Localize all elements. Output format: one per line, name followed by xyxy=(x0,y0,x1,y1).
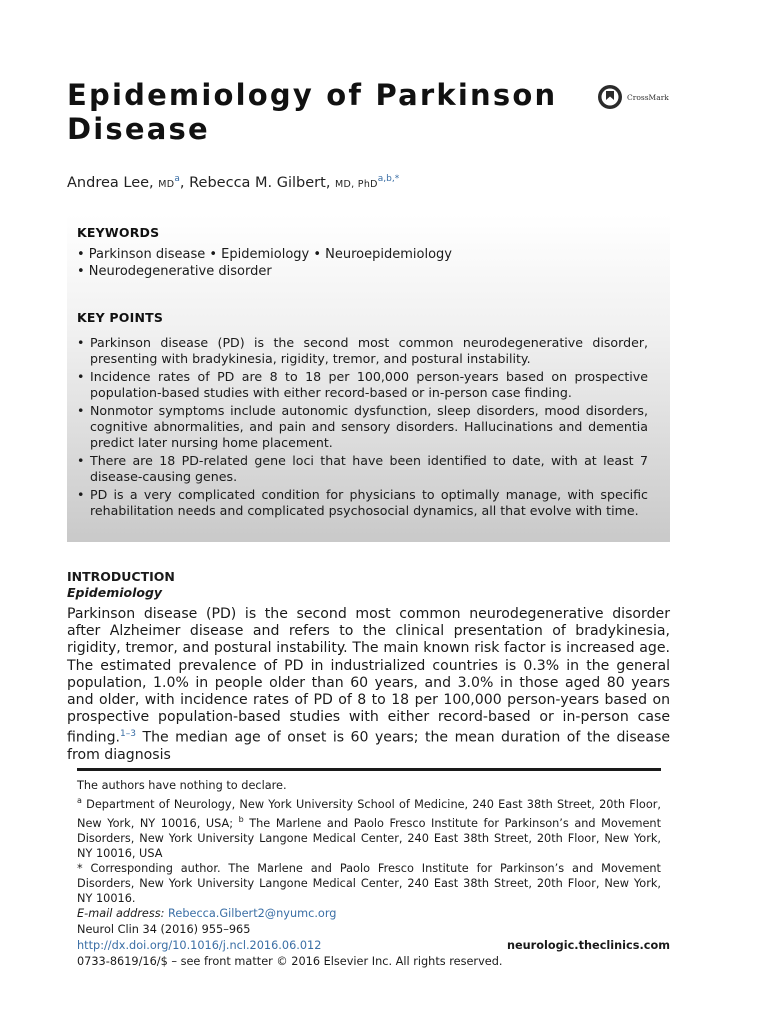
crossmark-badge[interactable] xyxy=(597,84,669,110)
author-degree: MD, PhD xyxy=(335,178,378,190)
keywords-keypoints-box xyxy=(67,214,670,542)
crossmark-icon xyxy=(597,84,623,110)
journal-info xyxy=(77,922,670,970)
key-points-heading: KEY POINTS xyxy=(77,310,164,325)
key-point-item: • PD is a very complicated condition for physicians to optimally manage, with specific rehabilitation needs and complicated psychosocial dynamics, all that evolve with time. xyxy=(77,487,648,518)
affiliations-note xyxy=(77,793,661,861)
key-point-item: • Incidence rates of PD are 8 to 18 per 100,000 person-years based on prospective population-based studies with either record-based or in-person case finding. xyxy=(77,369,648,400)
author-degree: MD xyxy=(158,178,175,190)
affiliation-mark[interactable]: a xyxy=(174,174,180,184)
body-paragraph xyxy=(67,606,670,764)
journal-citation: Neurol Clin 34 (2016) 955–965 xyxy=(77,923,251,936)
keywords-heading: KEYWORDS xyxy=(77,225,160,240)
crossmark-label: CrossMark xyxy=(627,92,669,102)
article-title: Epidemiology of Parkinson Disease xyxy=(67,78,558,146)
affiliation-text: The Marlene and Paolo Fresco Institute for Parkinson’s and Movement Disorders, New York University Langone Medical Center, 240 East 38th Street, 20th Floor, New York, NY 10016, USA xyxy=(77,816,661,860)
key-point-item: • There are 18 PD-related gene loci that have been identified to date, with at least 7 disease-causing genes. xyxy=(77,453,648,484)
author-name: , Rebecca M. Gilbert, xyxy=(179,174,336,191)
paragraph-text: Parkinson disease (PD) is the second most common neurodegenerative disorder after Alzheimer disease and refers to the clinical presentation of bradykinesia, rigidity, tremor, and postural instability. The main known risk factor is increased age. The estimated prevalence of PD in industrialized countries is 0.3% in the general population, 1.0% in people older than 60 years, and 3.0% in those aged 80 years and older, with incidence rates of PD of 8 to 18 per 100,000 person-years based on prospective population-based studies with either record-based or in-person case finding. xyxy=(67,606,670,747)
email-note xyxy=(77,906,661,921)
key-points-list xyxy=(77,335,648,522)
copyright-line: 0733-8619/16/$ – see front matter © 2016 Elsevier Inc. All rights reserved. xyxy=(77,955,503,968)
journal-row xyxy=(77,938,670,954)
email-label: E-mail address: xyxy=(77,906,165,920)
disclosure-note: The authors have nothing to declare. xyxy=(77,779,287,792)
author-line xyxy=(67,174,677,191)
corresponding-mark[interactable]: * xyxy=(394,174,400,184)
journal-site: neurologic.theclinics.com xyxy=(506,939,670,952)
key-point-item: • Parkinson disease (PD) is the second most common neurodegenerative disorder, presenting with bradykinesia, rigidity, tremor, and postural instability. xyxy=(77,335,648,366)
email-link[interactable]: Rebecca.Gilbert2@nyumc.org xyxy=(168,906,337,920)
footnotes xyxy=(77,778,661,921)
affiliation-mark[interactable]: a,b, xyxy=(377,174,395,184)
affiliation-mark: a xyxy=(77,796,82,805)
doi-link[interactable]: http://dx.doi.org/10.1016/j.ncl.2016.06.012 xyxy=(77,939,322,952)
keywords-line: • Parkinson disease • Epidemiology • Neuroepidemiology xyxy=(77,247,452,262)
key-point-item: • Nonmotor symptoms include autonomic dysfunction, sleep disorders, mood disorders, cognitive abnormalities, and pain and sensory disorders. Hallucinations and dementia predict later nursing home placement. xyxy=(77,403,648,450)
author-name: Andrea Lee, xyxy=(67,174,159,191)
citation-link[interactable]: 1–3 xyxy=(120,729,136,740)
affiliation-text: Department of Neurology, New York University School of Medicine, 240 East 38th Street, 20th Floor, New York, NY 10016, USA; xyxy=(77,797,661,830)
paragraph-text: The median age of onset is 60 years; the mean duration of the disease from diagnosis xyxy=(67,730,670,764)
affiliation-mark: b xyxy=(238,814,244,824)
section-heading: INTRODUCTION xyxy=(67,569,175,584)
keywords-line: • Neurodegenerative disorder xyxy=(77,264,272,279)
subsection-heading: Epidemiology xyxy=(67,585,163,600)
footnote-divider xyxy=(77,768,661,771)
corresponding-note: * Corresponding author. The Marlene and Paolo Fresco Institute for Parkinson’s and Movement Disorders, New York University Langone Medical Center, 240 East 38th Street, 20th Floor, New York, NY 10016. xyxy=(77,861,661,905)
